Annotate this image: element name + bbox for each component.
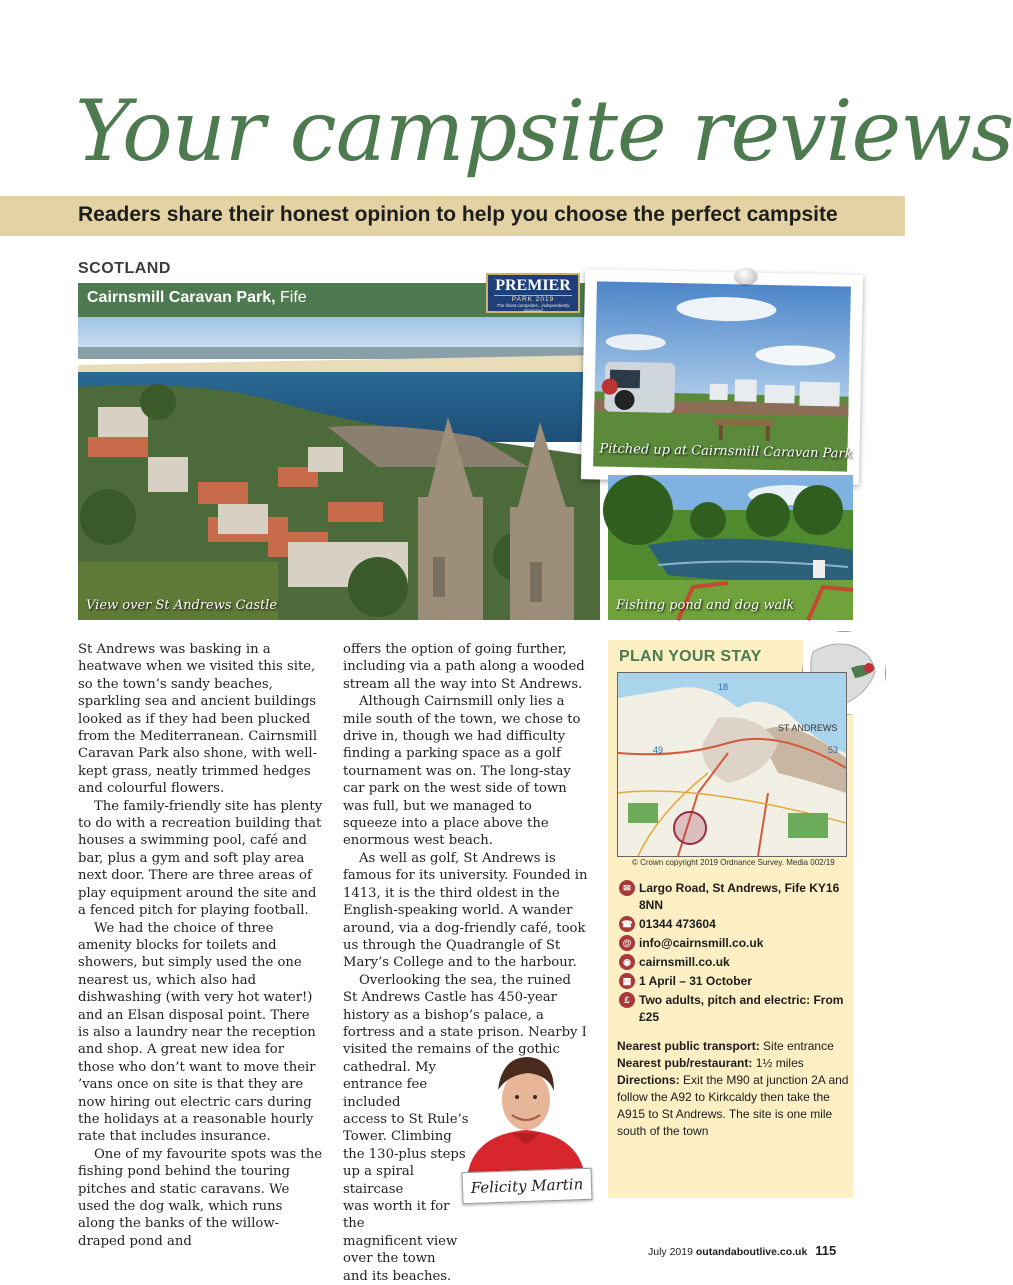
map-number: 49	[653, 745, 664, 755]
article-line: access to St Rule’s	[343, 1111, 469, 1127]
directions-row	[617, 1072, 849, 1140]
author-portrait	[462, 1045, 590, 1178]
article-line: over the town	[343, 1251, 436, 1267]
photo-pitch	[593, 281, 851, 471]
park-name: Cairnsmill Caravan Park,	[87, 289, 276, 306]
region-label: SCOTLAND	[78, 260, 171, 277]
location-map-image	[618, 673, 846, 856]
footer-date: July 2019	[648, 1246, 693, 1258]
article-line: entrance fee included	[343, 1077, 428, 1110]
phone-row	[619, 916, 854, 933]
article-line: Tower. Climbing	[343, 1129, 452, 1145]
map-number: 18	[718, 682, 729, 692]
website-row	[619, 954, 854, 971]
email-icon: @	[619, 935, 635, 951]
article-paragraph: St Andrews was basking in a heatwave when we visited this site, so the town’s sandy beaches, sparkling sea and ancient buildings looked as if they had been plucked from the Mediterranean. Cairnsmill Caravan Park also shone, with well-kept grass, neatly trimmed hedges and colourful flowers.	[78, 642, 318, 797]
premier-park-badge	[486, 273, 580, 313]
article-paragraph: offers the option of going further, including via a path along a wooded stream all the way into St Andrews.	[343, 642, 585, 692]
map-copyright: © Crown copyright 2019 Ordnance Survey. Media 002/19	[632, 858, 835, 867]
calendar-icon: ▦	[619, 973, 635, 989]
plan-title: PLAN YOUR STAY	[619, 648, 762, 665]
footer-url: outandaboutlive.co.uk	[695, 1246, 808, 1258]
email-text: info@cairnsmill.co.uk	[639, 936, 764, 950]
directions-value: Exit the M90 at junction 2A and follow the A92 to Kirkcaldy then take the A915 to St Andrews. The site is one mile south of the town	[617, 1073, 849, 1138]
mouse-icon: ◉	[619, 954, 635, 970]
transport-value: Site entrance	[763, 1039, 834, 1053]
pub-value: 1½ miles	[755, 1056, 804, 1070]
pub-row	[617, 1055, 849, 1072]
directions-label: Directions:	[617, 1073, 680, 1087]
photo-st-andrews-image	[78, 317, 600, 620]
photo-st-andrews	[78, 317, 600, 620]
strapline: Readers share their honest opinion to help you choose the perfect campsite	[78, 203, 838, 226]
strapline-bar	[0, 196, 905, 236]
pub-label: Nearest pub/restaurant:	[617, 1056, 753, 1070]
article-line: the 130-plus steps	[343, 1146, 466, 1162]
badge-year: PARK 2019	[494, 295, 572, 303]
park-location: Fife	[280, 289, 307, 306]
photo-pitch-frame	[581, 269, 863, 485]
envelope-icon: ✉	[619, 880, 635, 896]
phone-icon: ☎	[619, 916, 635, 932]
article-paragraph: Although Cairnsmill only lies a mile south of the town, we chose to drive in, though we had difficulty finding a parking space as a golf tournament was on. The long-stay car park on the west side of town was full, but we managed to squeeze into a place above the enormous west beach.	[343, 694, 581, 849]
page-footer	[648, 1243, 836, 1258]
article-paragraph: Overlooking the sea, the ruined St Andrews Castle has 450-year history as a bishop’s palace, a fortress and a state prison. Nearby I visited the remains of the gothic cathedral. My	[343, 972, 587, 1075]
photo-caption-pitch: Pitched up at Cairnsmill Caravan Park	[599, 441, 853, 462]
article-paragraph: The family-friendly site has plenty to do with a recreation building that houses a swimming pool, café and bar, plus a gym and soft play area next door. There are three areas of play equipment around the site and a fenced pitch for playing football.	[78, 798, 323, 919]
transport-row	[617, 1038, 849, 1055]
article-line: was worth it for the	[343, 1199, 450, 1232]
dates-text: 1 April – 31 October	[639, 974, 752, 988]
article-paragraph: As well as golf, St Andrews is famous for its university. Founded in 1413, it is the third oldest in the English-speaking world. A wander around, via a dog-friendly café, took us through the Quadrangle of St Mary’s College and to the harbour.	[343, 850, 588, 971]
author-portrait-image	[462, 1045, 590, 1178]
travel-info	[617, 1038, 849, 1140]
map-label: ST ANDREWS	[778, 723, 838, 733]
email-row	[619, 935, 854, 952]
photo-fishing-pond	[608, 475, 853, 620]
price-row	[619, 992, 854, 1026]
article-paragraph: We had the choice of three amenity blocks for toilets and showers, but simply used the one nearest us, which also had dishwashing (with very hot water!) and an Elsan disposal point. There is also a laundry near the reception and shop. A great new idea for those who don’t want to move their ’vans once on site is that they are now hiring out electric cars during the holidays at a reasonable hourly rate that includes insurance.	[78, 920, 316, 1145]
article-paragraph: One of my favourite spots was the fishing pond behind the touring pitches and static caravans. We used the dog walk, which runs along the banks of the willow-draped pond and	[78, 1146, 323, 1249]
website-text: cairnsmill.co.uk	[639, 955, 730, 969]
badge-tagline: The finest campsites...independently assessed	[496, 303, 570, 313]
article-line: and its beaches.	[343, 1268, 452, 1284]
transport-label: Nearest public transport:	[617, 1039, 760, 1053]
address-text: Largo Road, St Andrews, Fife KY16 8NN	[639, 881, 840, 912]
page-title: Your campsite reviews	[75, 82, 1013, 180]
photo-caption-castle: View over St Andrews Castle	[86, 598, 278, 613]
badge-title: PREMIER	[495, 277, 571, 294]
location-map	[617, 672, 847, 857]
price-text: Two adults, pitch and electric: From £25	[639, 993, 844, 1024]
page-number: 115	[815, 1243, 837, 1258]
dates-row	[619, 973, 854, 990]
article-line: up a spiral staircase	[343, 1164, 414, 1197]
address-row	[619, 880, 854, 914]
author-name: Felicity Martin	[470, 1175, 584, 1197]
article-column-1	[78, 641, 323, 1250]
pin-icon	[735, 268, 757, 284]
article-line: magnificent view	[343, 1233, 458, 1249]
pound-icon: £	[619, 992, 635, 1008]
author-signature	[461, 1168, 592, 1205]
phone-text: 01344 473604	[639, 917, 716, 931]
photo-caption-pond: Fishing pond and dog walk	[616, 598, 795, 613]
park-title	[87, 289, 307, 307]
article-paragraph-narrow	[343, 1076, 473, 1285]
map-number: 53	[828, 745, 839, 755]
